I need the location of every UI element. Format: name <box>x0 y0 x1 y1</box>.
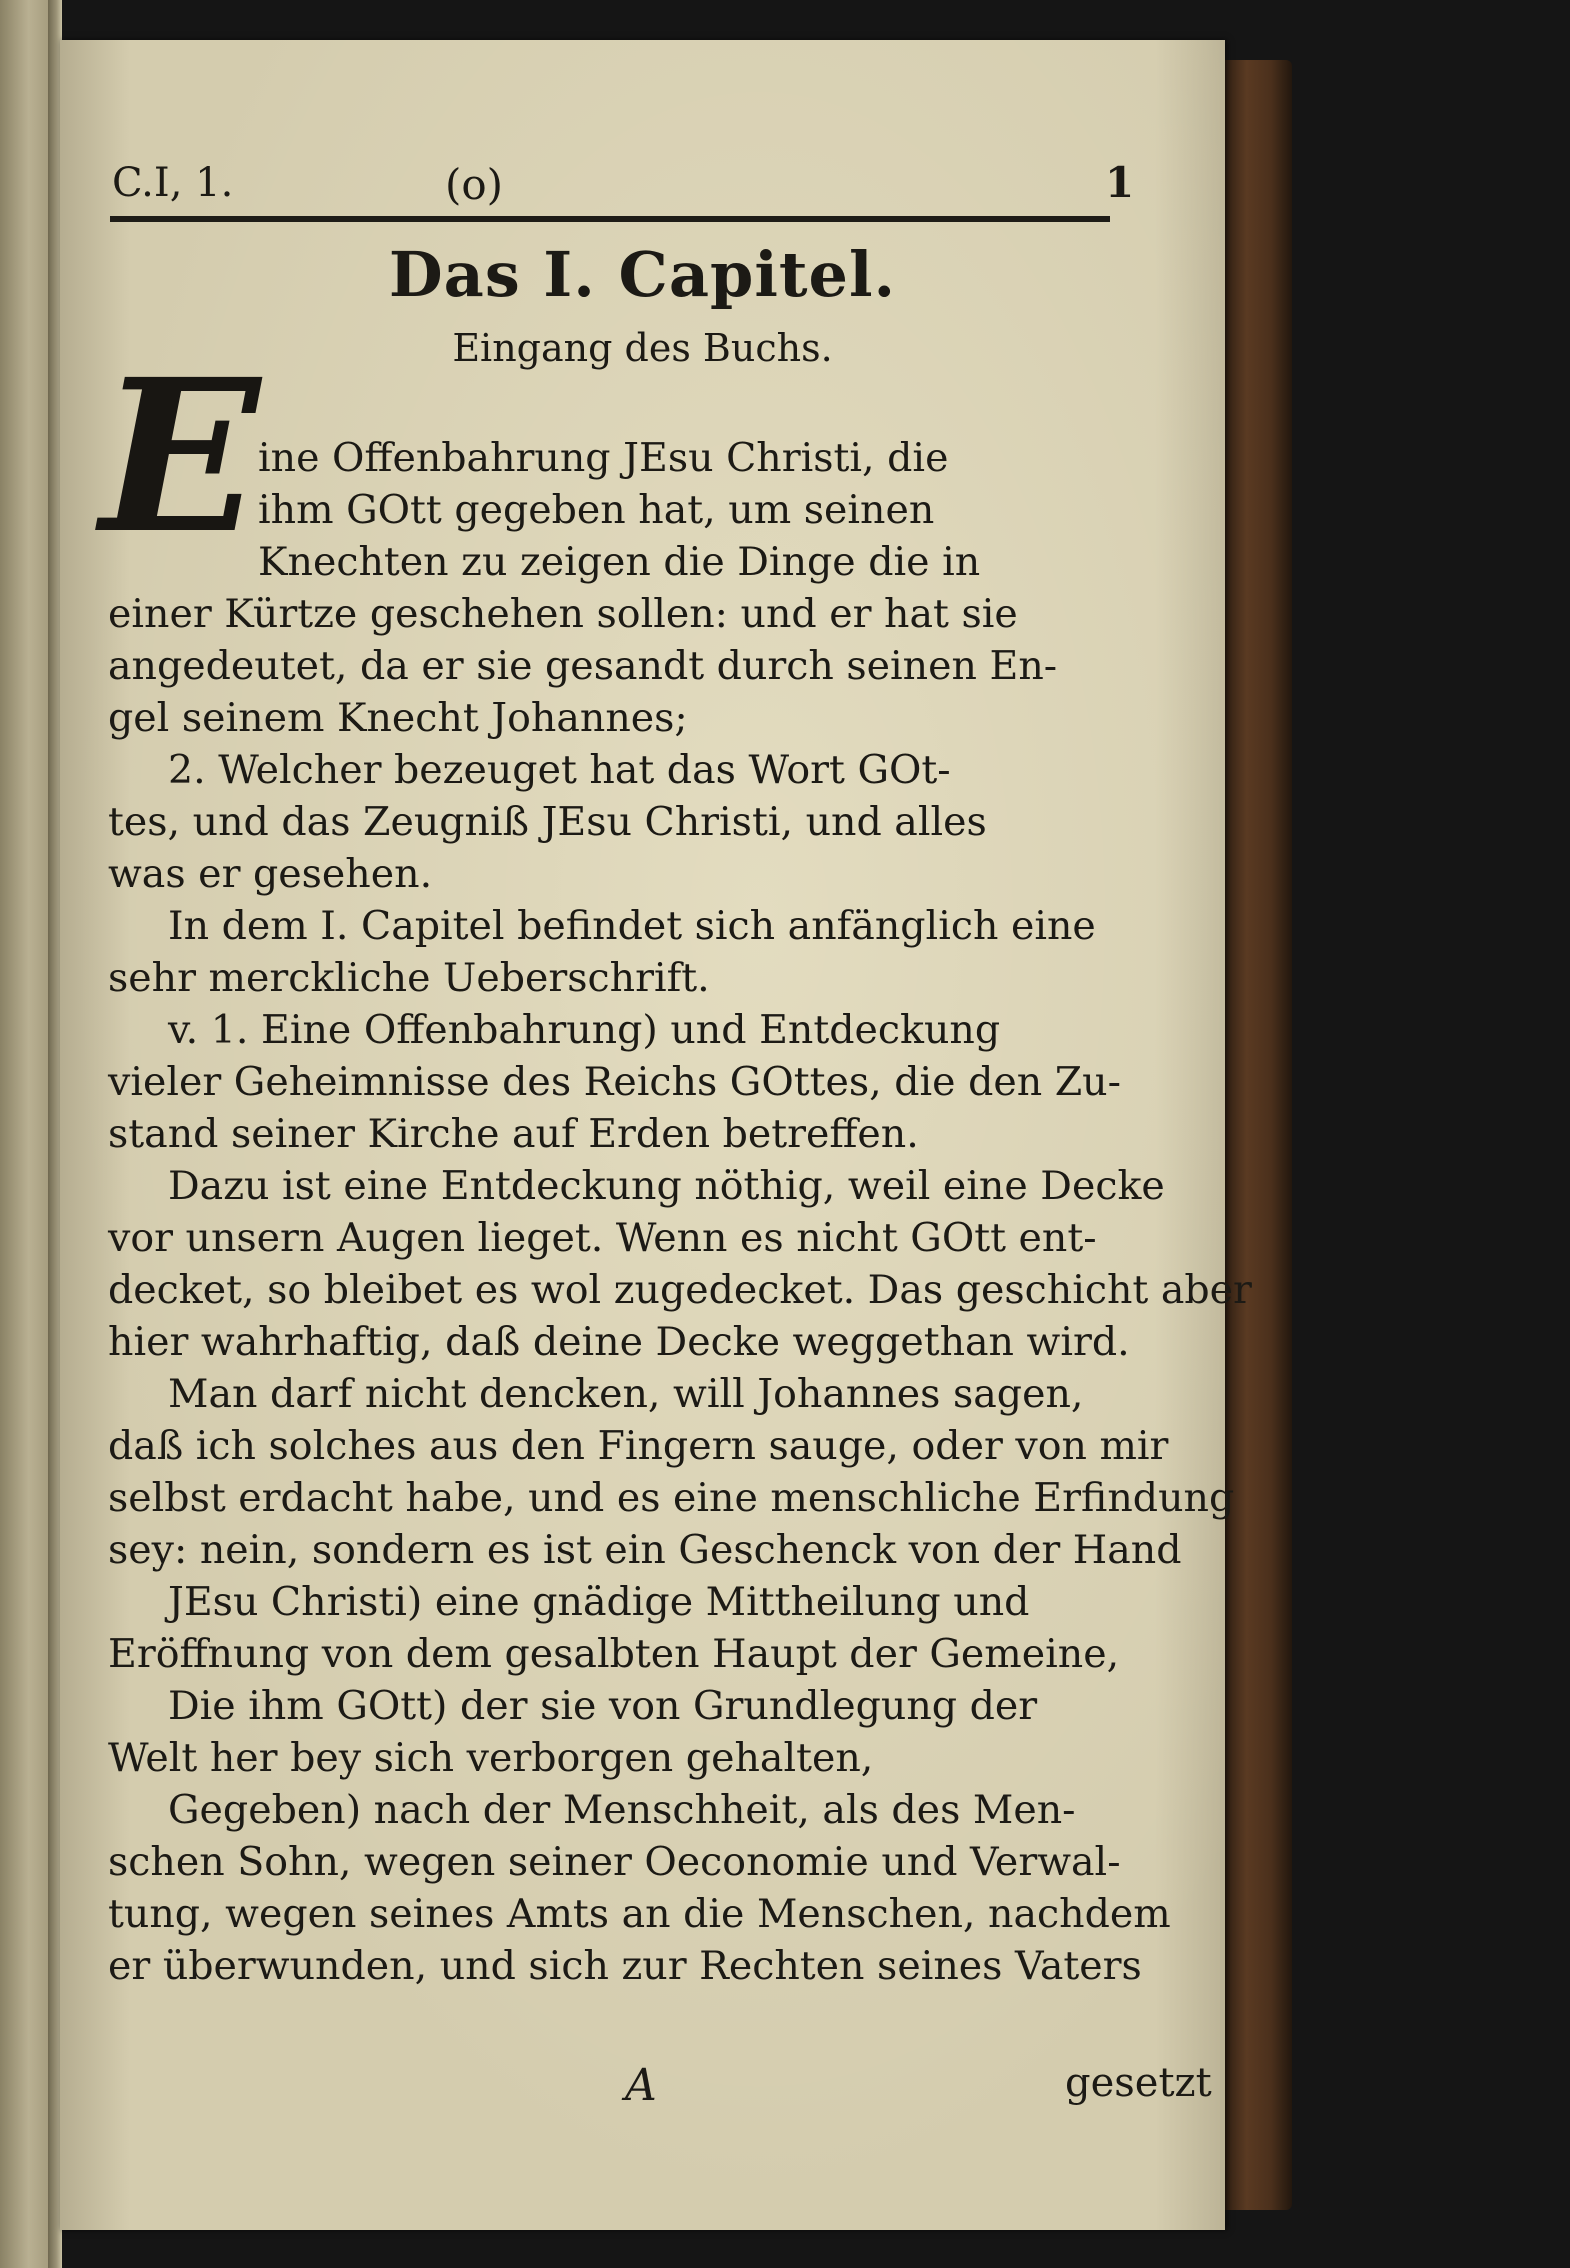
text-line: Man darf nicht dencken, will Johannes sagen, <box>168 1371 1084 1417</box>
text-line: JEsu Christi) eine gnädige Mittheilung und <box>168 1579 1030 1625</box>
text-line: decket, so bleibet es wol zugedecket. Das geschicht aber <box>108 1267 1252 1313</box>
signature-heading: C.I, 1. <box>112 160 234 206</box>
text-line: selbst erdacht habe, und es eine menschliche Erfindung <box>108 1475 1235 1521</box>
text-line: ine Offenbahrung JEsu Christi, die <box>258 435 949 481</box>
text-line: v. 1. Eine Offenbahrung) und Entdeckung <box>168 1007 1001 1053</box>
signature-mark: A <box>625 2060 657 2111</box>
chapter-subtitle: Eingang des Buchs. <box>452 326 833 370</box>
text-line: Die ihm GOtt) der sie von Grundlegung der <box>168 1683 1038 1729</box>
text-line: stand seiner Kirche auf Erden betreffen. <box>108 1111 919 1157</box>
text-line: angedeutet, da er sie gesandt durch seinen En- <box>108 643 1058 689</box>
page-number: 1 <box>1105 158 1135 207</box>
text-line: daß ich solches aus den Fingern sauge, oder von mir <box>108 1423 1169 1469</box>
text-line: tes, und das Zeugniß JEsu Christi, und alles <box>108 799 987 845</box>
text-line: Eröffnung von dem gesalbten Haupt der Gemeine, <box>108 1631 1120 1677</box>
text-line: In dem I. Capitel befindet sich anfänglich eine <box>168 903 1096 949</box>
text-line: sey: nein, sondern es ist ein Geschenck von der Hand <box>108 1527 1182 1573</box>
text-line: vieler Geheimnisse des Reichs GOttes, die den Zu- <box>108 1059 1121 1105</box>
book-cover-edge <box>1222 60 1292 2210</box>
text-line: Knechten zu zeigen die Dinge die in <box>258 539 981 585</box>
text-line: 2. Welcher bezeuget hat das Wort GOt- <box>168 747 951 793</box>
text-line: sehr merckliche Ueberschrift. <box>108 955 710 1001</box>
text-line: schen Sohn, wegen seiner Oeconomie und Verwal- <box>108 1839 1121 1885</box>
text-line: er überwunden, und sich zur Rechten seines Vaters <box>108 1943 1142 1989</box>
text-line: gel seinem Knecht Johannes; <box>108 695 688 741</box>
header-rule <box>110 216 1110 222</box>
page-number-ornament: (o) <box>445 160 504 209</box>
text-line: Gegeben) nach der Menschheit, als des Men- <box>168 1787 1076 1833</box>
facing-page-edge <box>0 0 48 2268</box>
chapter-title: Das I. Capitel. <box>388 238 897 311</box>
text-line: hier wahrhaftig, daß deine Decke weggethan wird. <box>108 1319 1130 1365</box>
text-line: vor unsern Augen lieget. Wenn es nicht GOtt ent- <box>108 1215 1097 1261</box>
text-line: Dazu ist eine Entdeckung nöthig, weil eine Decke <box>168 1163 1165 1209</box>
text-line: was er gesehen. <box>108 851 433 897</box>
text-line: ihm GOtt gegeben hat, um seinen <box>258 487 935 533</box>
text-line: tung, wegen seines Amts an die Menschen, nachdem <box>108 1891 1171 1937</box>
text-line: einer Kürtze geschehen sollen: und er hat sie <box>108 591 1018 637</box>
drop-cap-initial: E <box>100 333 261 580</box>
book-page <box>60 40 1252 2230</box>
text-line: Welt her bey sich verborgen gehalten, <box>108 1735 874 1781</box>
catchword: gesetzt <box>1065 2060 1212 2106</box>
